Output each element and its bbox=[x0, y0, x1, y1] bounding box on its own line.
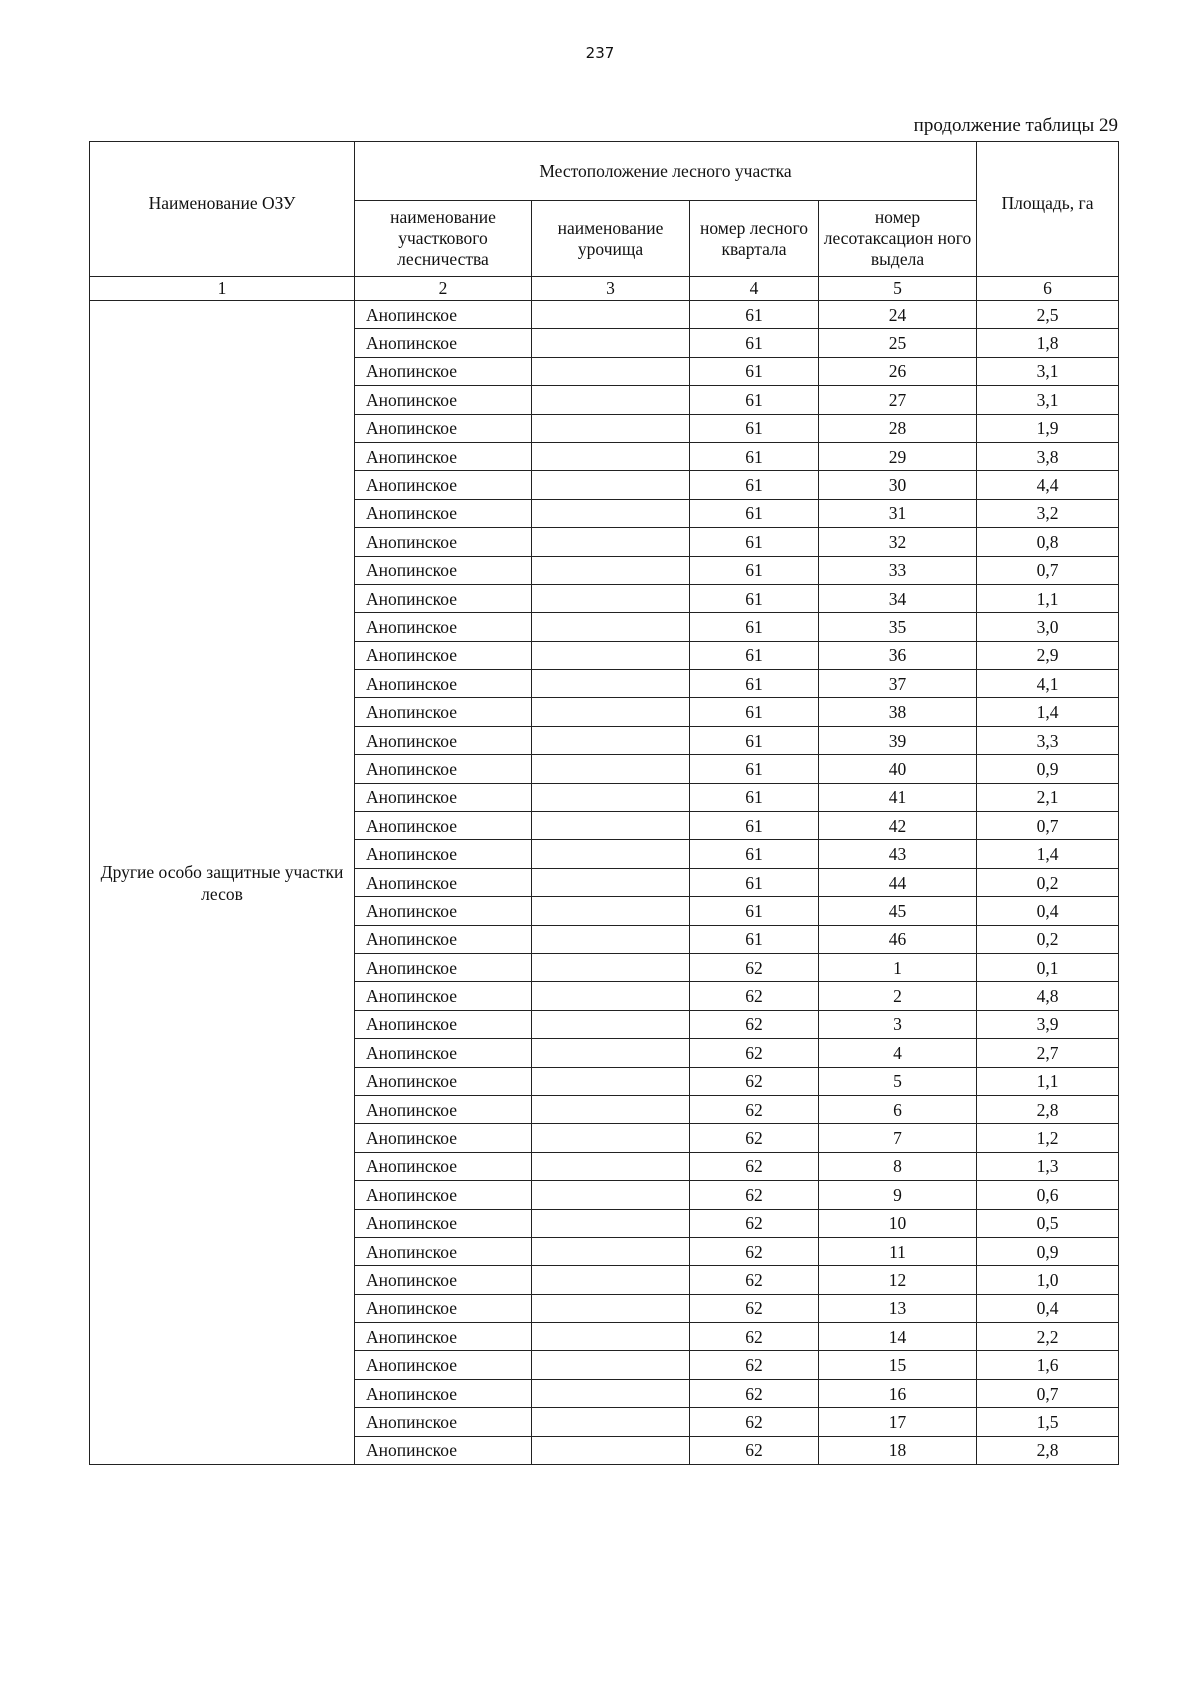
table-continuation-label: продолжение таблицы 29 bbox=[913, 115, 1118, 136]
cell-forestry: Анопинское bbox=[355, 726, 532, 754]
cell-plot: 36 bbox=[819, 641, 977, 669]
cell-tract bbox=[532, 982, 690, 1010]
cell-forestry: Анопинское bbox=[355, 329, 532, 357]
cell-forestry: Анопинское bbox=[355, 1237, 532, 1265]
cell-quarter: 61 bbox=[690, 613, 819, 641]
cell-plot: 3 bbox=[819, 1010, 977, 1038]
cell-plot: 8 bbox=[819, 1152, 977, 1180]
cell-forestry: Анопинское bbox=[355, 897, 532, 925]
cell-forestry: Анопинское bbox=[355, 1152, 532, 1180]
cell-quarter: 62 bbox=[690, 1124, 819, 1152]
header-plot: номер лесотаксацион ного выдела bbox=[819, 201, 977, 277]
cell-area: 1,1 bbox=[977, 584, 1119, 612]
cell-area: 1,0 bbox=[977, 1266, 1119, 1294]
cell-area: 2,2 bbox=[977, 1323, 1119, 1351]
cell-tract bbox=[532, 386, 690, 414]
cell-tract bbox=[532, 613, 690, 641]
cell-forestry: Анопинское bbox=[355, 499, 532, 527]
cell-tract bbox=[532, 1209, 690, 1237]
cell-quarter: 61 bbox=[690, 812, 819, 840]
cell-area: 0,2 bbox=[977, 925, 1119, 953]
cell-quarter: 61 bbox=[690, 897, 819, 925]
cell-area: 3,1 bbox=[977, 357, 1119, 385]
cell-forestry: Анопинское bbox=[355, 357, 532, 385]
cell-quarter: 62 bbox=[690, 1323, 819, 1351]
cell-area: 0,4 bbox=[977, 1294, 1119, 1322]
cell-quarter: 61 bbox=[690, 556, 819, 584]
cell-forestry: Анопинское bbox=[355, 1209, 532, 1237]
cell-area: 0,7 bbox=[977, 556, 1119, 584]
cell-plot: 46 bbox=[819, 925, 977, 953]
cell-quarter: 61 bbox=[690, 414, 819, 442]
cell-forestry: Анопинское bbox=[355, 1379, 532, 1407]
cell-area: 4,4 bbox=[977, 471, 1119, 499]
cell-quarter: 61 bbox=[690, 868, 819, 896]
cell-area: 1,9 bbox=[977, 414, 1119, 442]
cell-plot: 42 bbox=[819, 812, 977, 840]
cell-quarter: 61 bbox=[690, 301, 819, 329]
cell-tract bbox=[532, 1010, 690, 1038]
cell-forestry: Анопинское bbox=[355, 1294, 532, 1322]
cell-plot: 38 bbox=[819, 698, 977, 726]
cell-tract bbox=[532, 1152, 690, 1180]
cell-quarter: 61 bbox=[690, 925, 819, 953]
column-number: 1 bbox=[90, 277, 355, 301]
cell-plot: 12 bbox=[819, 1266, 977, 1294]
cell-tract bbox=[532, 414, 690, 442]
table-header bbox=[90, 142, 1119, 301]
cell-area: 0,2 bbox=[977, 868, 1119, 896]
cell-tract bbox=[532, 897, 690, 925]
cell-forestry: Анопинское bbox=[355, 698, 532, 726]
cell-plot: 18 bbox=[819, 1436, 977, 1464]
cell-tract bbox=[532, 1294, 690, 1322]
cell-forestry: Анопинское bbox=[355, 301, 532, 329]
cell-plot: 27 bbox=[819, 386, 977, 414]
cell-area: 1,5 bbox=[977, 1408, 1119, 1436]
cell-plot: 31 bbox=[819, 499, 977, 527]
cell-tract bbox=[532, 812, 690, 840]
cell-plot: 13 bbox=[819, 1294, 977, 1322]
cell-forestry: Анопинское bbox=[355, 840, 532, 868]
cell-plot: 37 bbox=[819, 670, 977, 698]
cell-forestry: Анопинское bbox=[355, 982, 532, 1010]
cell-quarter: 61 bbox=[690, 755, 819, 783]
cell-tract bbox=[532, 925, 690, 953]
cell-quarter: 61 bbox=[690, 670, 819, 698]
cell-quarter: 62 bbox=[690, 1266, 819, 1294]
cell-area: 1,3 bbox=[977, 1152, 1119, 1180]
cell-tract bbox=[532, 1124, 690, 1152]
cell-area: 3,3 bbox=[977, 726, 1119, 754]
cell-quarter: 61 bbox=[690, 783, 819, 811]
cell-quarter: 62 bbox=[690, 1152, 819, 1180]
cell-tract bbox=[532, 301, 690, 329]
cell-area: 3,8 bbox=[977, 442, 1119, 470]
cell-forestry: Анопинское bbox=[355, 1436, 532, 1464]
cell-forestry: Анопинское bbox=[355, 414, 532, 442]
cell-forestry: Анопинское bbox=[355, 1266, 532, 1294]
cell-quarter: 61 bbox=[690, 442, 819, 470]
cell-quarter: 62 bbox=[690, 953, 819, 981]
cell-tract bbox=[532, 1351, 690, 1379]
cell-quarter: 62 bbox=[690, 1039, 819, 1067]
cell-forestry: Анопинское bbox=[355, 868, 532, 896]
cell-forestry: Анопинское bbox=[355, 1124, 532, 1152]
cell-plot: 4 bbox=[819, 1039, 977, 1067]
cell-tract bbox=[532, 1237, 690, 1265]
cell-quarter: 61 bbox=[690, 641, 819, 669]
cell-forestry: Анопинское bbox=[355, 1095, 532, 1123]
cell-plot: 11 bbox=[819, 1237, 977, 1265]
cell-tract bbox=[532, 1181, 690, 1209]
cell-plot: 40 bbox=[819, 755, 977, 783]
cell-tract bbox=[532, 1039, 690, 1067]
cell-quarter: 62 bbox=[690, 1237, 819, 1265]
cell-area: 3,2 bbox=[977, 499, 1119, 527]
cell-quarter: 62 bbox=[690, 1067, 819, 1095]
cell-forestry: Анопинское bbox=[355, 1323, 532, 1351]
cell-tract bbox=[532, 1436, 690, 1464]
cell-forestry: Анопинское bbox=[355, 925, 532, 953]
cell-forestry: Анопинское bbox=[355, 528, 532, 556]
cell-tract bbox=[532, 1266, 690, 1294]
header-location-group: Местоположение лесного участка bbox=[355, 142, 977, 201]
cell-area: 2,1 bbox=[977, 783, 1119, 811]
cell-area: 1,8 bbox=[977, 329, 1119, 357]
cell-forestry: Анопинское bbox=[355, 1039, 532, 1067]
cell-area: 0,6 bbox=[977, 1181, 1119, 1209]
cell-forestry: Анопинское bbox=[355, 953, 532, 981]
cell-tract bbox=[532, 1095, 690, 1123]
cell-area: 3,0 bbox=[977, 613, 1119, 641]
cell-tract bbox=[532, 868, 690, 896]
cell-forestry: Анопинское bbox=[355, 783, 532, 811]
cell-tract bbox=[532, 641, 690, 669]
cell-area: 0,4 bbox=[977, 897, 1119, 925]
cell-plot: 41 bbox=[819, 783, 977, 811]
cell-plot: 43 bbox=[819, 840, 977, 868]
cell-plot: 9 bbox=[819, 1181, 977, 1209]
cell-quarter: 62 bbox=[690, 1181, 819, 1209]
cell-tract bbox=[532, 840, 690, 868]
cell-tract bbox=[532, 1408, 690, 1436]
cell-tract bbox=[532, 1323, 690, 1351]
cell-tract bbox=[532, 698, 690, 726]
column-number: 6 bbox=[977, 277, 1119, 301]
cell-forestry: Анопинское bbox=[355, 670, 532, 698]
cell-quarter: 62 bbox=[690, 982, 819, 1010]
cell-quarter: 61 bbox=[690, 357, 819, 385]
cell-area: 0,9 bbox=[977, 755, 1119, 783]
cell-plot: 2 bbox=[819, 982, 977, 1010]
cell-plot: 33 bbox=[819, 556, 977, 584]
cell-plot: 34 bbox=[819, 584, 977, 612]
column-number: 4 bbox=[690, 277, 819, 301]
cell-quarter: 62 bbox=[690, 1436, 819, 1464]
cell-forestry: Анопинское bbox=[355, 812, 532, 840]
cell-plot: 35 bbox=[819, 613, 977, 641]
cell-plot: 14 bbox=[819, 1323, 977, 1351]
cell-quarter: 61 bbox=[690, 499, 819, 527]
header-forestry: наименование участкового лесничества bbox=[355, 201, 532, 277]
cell-plot: 6 bbox=[819, 1095, 977, 1123]
cell-quarter: 62 bbox=[690, 1408, 819, 1436]
ozu-category-cell: Другие особо защитные участки лесов bbox=[90, 301, 355, 1465]
cell-plot: 10 bbox=[819, 1209, 977, 1237]
cell-tract bbox=[532, 755, 690, 783]
cell-plot: 26 bbox=[819, 357, 977, 385]
cell-area: 2,8 bbox=[977, 1436, 1119, 1464]
cell-area: 3,1 bbox=[977, 386, 1119, 414]
cell-area: 1,2 bbox=[977, 1124, 1119, 1152]
cell-area: 1,4 bbox=[977, 840, 1119, 868]
cell-area: 0,1 bbox=[977, 953, 1119, 981]
cell-quarter: 62 bbox=[690, 1351, 819, 1379]
header-ozu-name: Наименование ОЗУ bbox=[90, 142, 355, 277]
cell-tract bbox=[532, 584, 690, 612]
cell-forestry: Анопинское bbox=[355, 1408, 532, 1436]
cell-plot: 29 bbox=[819, 442, 977, 470]
cell-plot: 24 bbox=[819, 301, 977, 329]
cell-quarter: 62 bbox=[690, 1010, 819, 1038]
cell-tract bbox=[532, 670, 690, 698]
cell-tract bbox=[532, 442, 690, 470]
cell-plot: 44 bbox=[819, 868, 977, 896]
cell-tract bbox=[532, 556, 690, 584]
cell-forestry: Анопинское bbox=[355, 755, 532, 783]
cell-area: 2,5 bbox=[977, 301, 1119, 329]
cell-plot: 15 bbox=[819, 1351, 977, 1379]
cell-forestry: Анопинское bbox=[355, 556, 532, 584]
cell-forestry: Анопинское bbox=[355, 613, 532, 641]
cell-forestry: Анопинское bbox=[355, 471, 532, 499]
page-number: 237 bbox=[585, 44, 615, 62]
cell-area: 3,9 bbox=[977, 1010, 1119, 1038]
cell-area: 1,1 bbox=[977, 1067, 1119, 1095]
cell-tract bbox=[532, 783, 690, 811]
cell-plot: 16 bbox=[819, 1379, 977, 1407]
cell-tract bbox=[532, 726, 690, 754]
cell-area: 2,8 bbox=[977, 1095, 1119, 1123]
cell-tract bbox=[532, 953, 690, 981]
cell-area: 2,9 bbox=[977, 641, 1119, 669]
cell-plot: 28 bbox=[819, 414, 977, 442]
cell-quarter: 61 bbox=[690, 528, 819, 556]
cell-forestry: Анопинское bbox=[355, 1010, 532, 1038]
column-number: 5 bbox=[819, 277, 977, 301]
table-body bbox=[90, 301, 1119, 1465]
cell-area: 4,1 bbox=[977, 670, 1119, 698]
cell-plot: 25 bbox=[819, 329, 977, 357]
cell-forestry: Анопинское bbox=[355, 1351, 532, 1379]
cell-area: 0,9 bbox=[977, 1237, 1119, 1265]
column-number: 3 bbox=[532, 277, 690, 301]
cell-forestry: Анопинское bbox=[355, 1181, 532, 1209]
cell-quarter: 62 bbox=[690, 1095, 819, 1123]
cell-forestry: Анопинское bbox=[355, 584, 532, 612]
column-number: 2 bbox=[355, 277, 532, 301]
cell-quarter: 61 bbox=[690, 726, 819, 754]
cell-quarter: 62 bbox=[690, 1379, 819, 1407]
cell-plot: 30 bbox=[819, 471, 977, 499]
cell-quarter: 61 bbox=[690, 329, 819, 357]
cell-plot: 1 bbox=[819, 953, 977, 981]
cell-area: 0,8 bbox=[977, 528, 1119, 556]
cell-plot: 39 bbox=[819, 726, 977, 754]
cell-plot: 7 bbox=[819, 1124, 977, 1152]
cell-quarter: 61 bbox=[690, 471, 819, 499]
cell-forestry: Анопинское bbox=[355, 1067, 532, 1095]
cell-quarter: 61 bbox=[690, 386, 819, 414]
cell-quarter: 62 bbox=[690, 1209, 819, 1237]
header-area: Площадь, га bbox=[977, 142, 1119, 277]
cell-quarter: 61 bbox=[690, 698, 819, 726]
cell-area: 0,7 bbox=[977, 812, 1119, 840]
header-quarter: номер лесного квартала bbox=[690, 201, 819, 277]
header-tract: наименование урочища bbox=[532, 201, 690, 277]
cell-forestry: Анопинское bbox=[355, 641, 532, 669]
cell-forestry: Анопинское bbox=[355, 386, 532, 414]
cell-forestry: Анопинское bbox=[355, 442, 532, 470]
cell-tract bbox=[532, 1067, 690, 1095]
cell-plot: 5 bbox=[819, 1067, 977, 1095]
cell-quarter: 61 bbox=[690, 840, 819, 868]
cell-tract bbox=[532, 1379, 690, 1407]
cell-plot: 32 bbox=[819, 528, 977, 556]
cell-area: 0,5 bbox=[977, 1209, 1119, 1237]
cell-area: 0,7 bbox=[977, 1379, 1119, 1407]
protected-areas-table bbox=[89, 141, 1119, 1465]
cell-plot: 17 bbox=[819, 1408, 977, 1436]
cell-quarter: 62 bbox=[690, 1294, 819, 1322]
cell-tract bbox=[532, 471, 690, 499]
cell-tract bbox=[532, 357, 690, 385]
cell-quarter: 61 bbox=[690, 584, 819, 612]
cell-tract bbox=[532, 499, 690, 527]
table-row bbox=[90, 301, 1119, 329]
cell-area: 1,4 bbox=[977, 698, 1119, 726]
cell-tract bbox=[532, 528, 690, 556]
cell-area: 1,6 bbox=[977, 1351, 1119, 1379]
cell-plot: 45 bbox=[819, 897, 977, 925]
cell-area: 2,7 bbox=[977, 1039, 1119, 1067]
cell-area: 4,8 bbox=[977, 982, 1119, 1010]
cell-tract bbox=[532, 329, 690, 357]
